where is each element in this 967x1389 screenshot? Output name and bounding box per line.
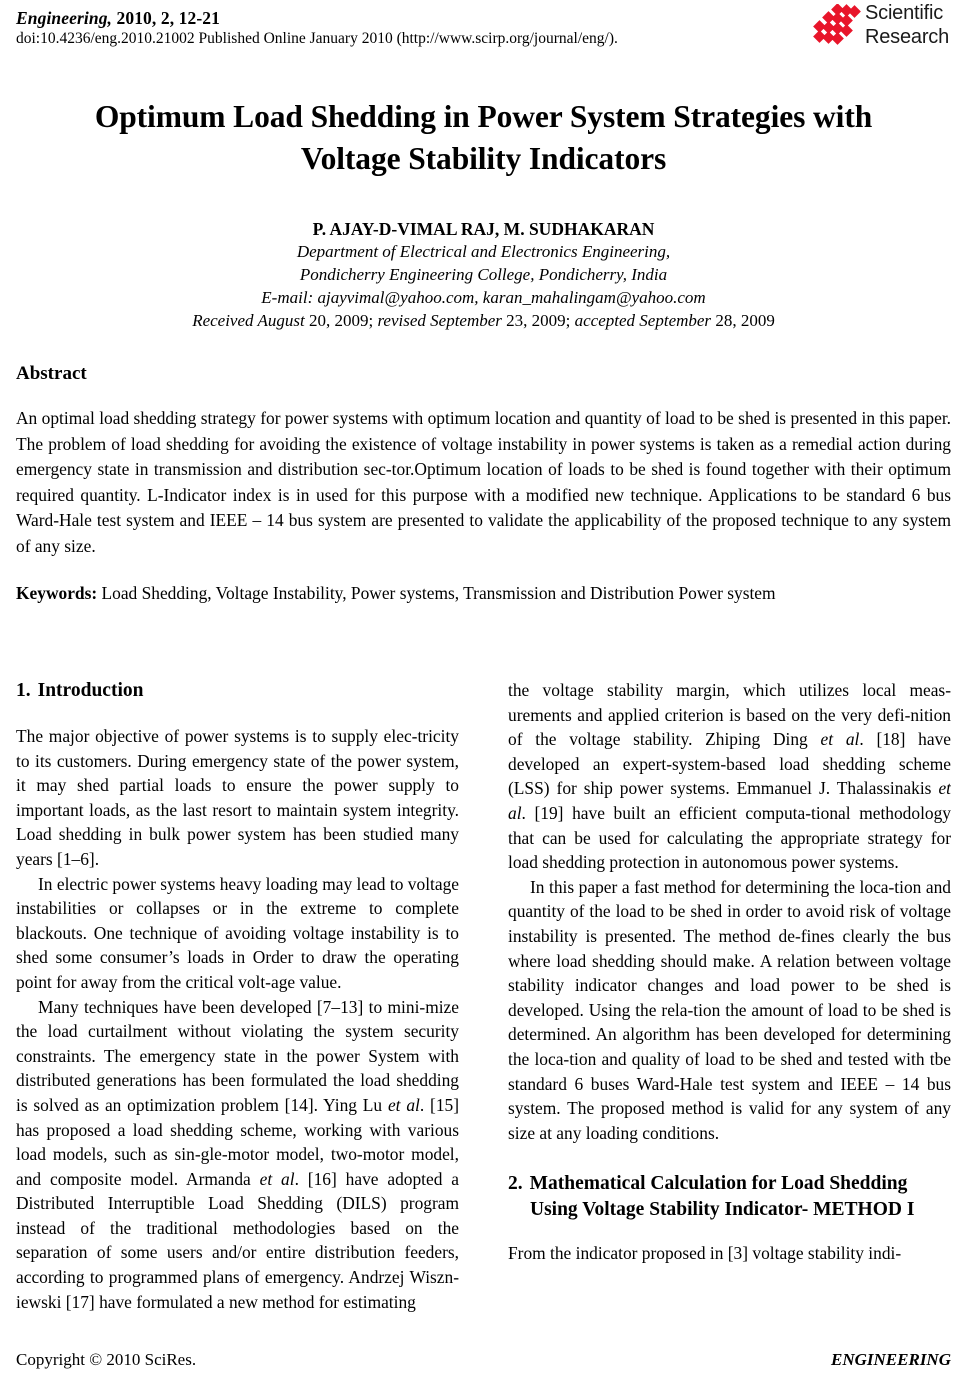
abstract-text: An optimal load shedding strategy for power systems with optimum location and quantity of load to be shed is presented in this paper. The problem of load shedding for avoiding the existence of voltage instability in power systems is taken as a remedial action during emergency state in transmission and distribution sec-tor.Optimum location of loads to be shed is found together with their optimum required quantity. L-Indicator index is in used for this purpose with a modified new technique. Applications to be standard 6 bus Ward-Hale test system and IEEE – 14 bus system are presented to validate the applicability of the proposed technique to any system of any size.	[16, 408, 951, 556]
section-number-1: 1.	[16, 680, 31, 701]
accepted-label: accepted September	[574, 311, 712, 330]
page-footer	[16, 1347, 951, 1371]
footer-journal-name: ENGINEERING	[831, 1350, 951, 1369]
intro-p3-part-a: Many techniques have been developed [7–13] to mini-mize the load curtailment without violating the system security constraints. The emergency state in the power System with distributed generations has been formulated the load shedding is solved as an optimization problem [14]. Ying Lu	[16, 996, 459, 1115]
scientific-research-diamond-mark-icon	[813, 4, 861, 50]
intro-paragraph-3	[16, 995, 459, 1315]
right-p1-etal-1: et al	[820, 729, 860, 750]
intro-p3-etal-2: et al	[259, 1168, 295, 1189]
journal-issue: 2010, 2, 12-21	[112, 8, 220, 28]
section-heading-method	[508, 1171, 951, 1223]
section-heading-introduction	[16, 678, 459, 704]
right-paragraph-1	[508, 678, 951, 875]
right-p1-part-a: the voltage stability margin, which utilizes local meas-urements and applied criterion is based on the very defi-nition of the voltage stability. Zhiping Ding	[508, 680, 951, 750]
column-left	[16, 678, 459, 1328]
keywords-label: Keywords:	[16, 583, 98, 603]
copyright-notice: Copyright © 2010 SciRes.	[16, 1350, 197, 1369]
masthead-text	[16, 8, 756, 49]
journal-name: Engineering,	[16, 8, 113, 28]
right-paragraph-2: In this paper a fast method for determining the loca-tion and quantity of the load to be shed in order to avoid risk of voltage instability is presented. The method de-fines clearly the bus where load shedding should make. A relation between voltage stability indicator changes and load power to be shed is developed. Using the rela-tion the amount of load to be shed is determined. An algorithm has been developed for determining the loca-tion and quality of load to be shed and tested with tbe standard 6 buses Ward-Hale test system and IEEE – 14 bus system. The proposed method is valid for any system of any size at any loading conditions.	[508, 876, 951, 1143]
email-addresses: : ajayvimal@yahoo.com, karan_mahalingam@yahoo.com	[307, 288, 706, 307]
intro-p3-part-c: . [16] have adopted a Distributed Interruptible Load Shedding (DILS) program instead of the traditional methodologies based on the separation of some users and/or entire distribution feeders, according to programmed plans of emergency. Andrzej Wiszn-iewski [17] have formulated a new method for estimating	[16, 1168, 459, 1312]
right-p1-etal-2: et al	[508, 778, 951, 823]
journal-citation-line	[16, 8, 756, 29]
intro-paragraph-1: The major objective of power systems is to supply elec-tricity to its customers. During emergency state of the power system, it may shed partial loads to ensure the power supply to important loads, as the last resort to maintain system integrity. Load shedding in bulk power system has been studied many years [1–6].	[16, 726, 459, 869]
masthead	[16, 0, 951, 60]
received-label: Received August	[192, 311, 305, 330]
affiliation-line-2: Pondicherry Engineering College, Pondicherry, India	[299, 265, 668, 284]
right-p1-part-c: . [19] have built an efficient computa-tional methodology that can be used for calculating the appropriate strategy for load shedding protection in autonomous power systems.	[508, 802, 951, 873]
publisher-name	[865, 1, 949, 49]
publisher-name-line1: Scientific	[865, 2, 944, 24]
received-date: 20, 2009;	[304, 311, 378, 330]
doi-line: doi:10.4236/eng.2010.21002 Published Online January 2010 (http://www.scirp.org/journal/eng/).	[16, 30, 618, 47]
publisher-name-line2: Research	[865, 26, 949, 48]
intro-paragraph-2: In electric power systems heavy loading may lead to voltage instabilities or collapses or in the extreme to complete blackouts. One technique of avoiding voltage instability is to shed some consumer’s loads in Order to draw the operating point for away from the critical volt-age value.	[16, 873, 459, 992]
email-label: E-mail	[261, 288, 308, 307]
right-p1-part-b: . [18] have developed an expert-system-based load shedding scheme (LSS) for ship power systems. Emmanuel J. Thalassinakis	[508, 729, 951, 799]
method-paragraph-1: From the indicator proposed in [3] voltage stability indi-	[508, 1243, 902, 1264]
section-number-2: 2.	[508, 1173, 523, 1195]
intro-p3-etal-1: et al	[387, 1094, 420, 1115]
section-title-1: Introduction	[37, 680, 144, 701]
column-right	[508, 678, 951, 1328]
intro-p3-part-b: . [15] has proposed a load shedding scheme, working with various load models, such as sin-gle-motor model, two-motor model, and composite model. Armanda	[16, 1094, 459, 1189]
keywords-line	[16, 581, 951, 607]
section-title-2: Mathematical Calculation for Load Shedding Using Voltage Stability Indicator- METHOD I	[529, 1173, 915, 1221]
author-list: P. AJAY-D-VIMAL RAJ, M. SUDHAKARAN	[312, 219, 655, 239]
article-history-line	[16, 309, 951, 332]
revised-label: revised September	[377, 311, 502, 330]
revised-date: 23, 2009;	[501, 311, 575, 330]
publisher-logo	[811, 2, 951, 52]
body-columns	[16, 678, 951, 1328]
accepted-date: 28, 2009	[711, 311, 775, 330]
page-title: Optimum Load Shedding in Power System Strategies with Voltage Stability Indicators	[94, 99, 873, 176]
affiliation-line-1: Department of Electrical and Electronics Engineering,	[296, 242, 671, 261]
abstract-heading: Abstract	[16, 363, 87, 384]
keywords-values: Load Shedding, Voltage Instability, Power systems, Transmission and Distribution Power system	[97, 583, 776, 603]
author-email-line	[16, 286, 951, 309]
